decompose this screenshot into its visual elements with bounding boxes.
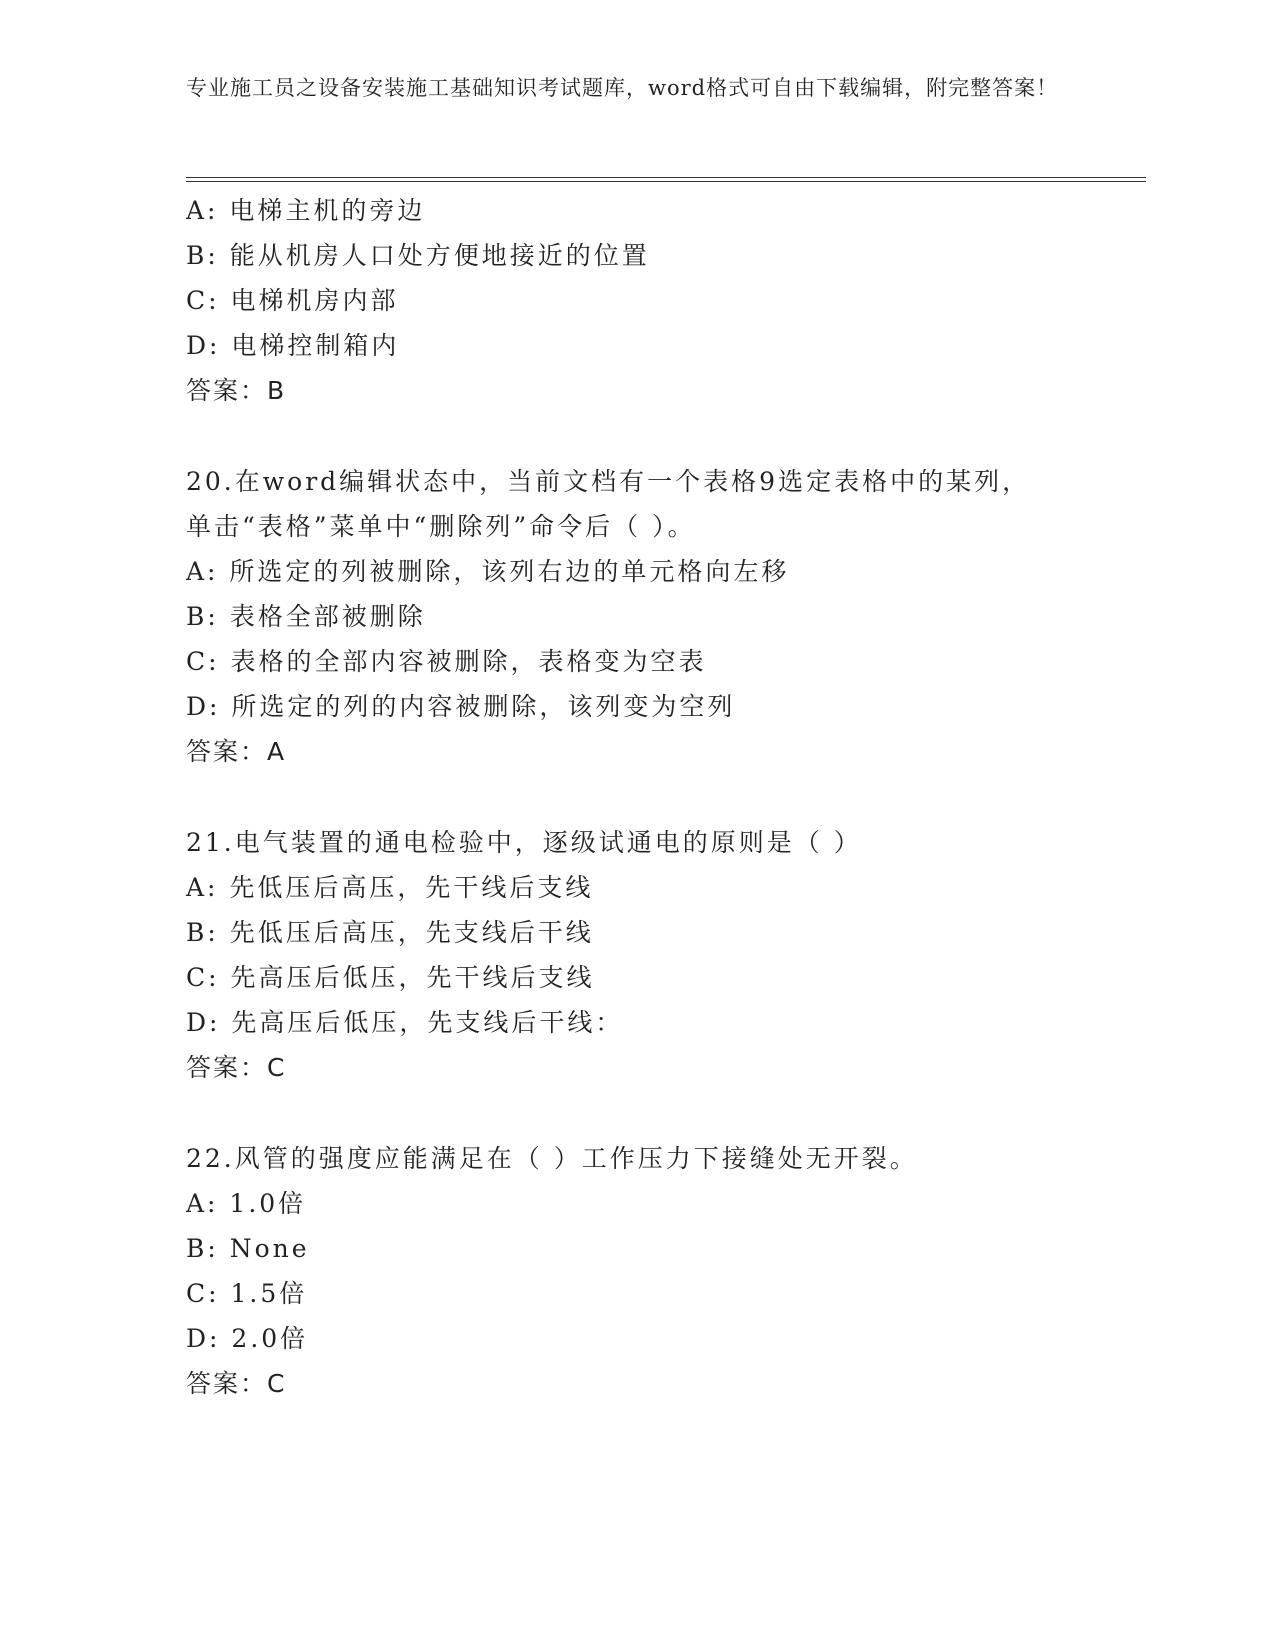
question-22 xyxy=(186,1136,1146,1406)
question-stem: 20.在word编辑状态中，当前文档有一个表格9选定表格中的某列， xyxy=(186,467,1031,496)
answer: 答案：C xyxy=(186,1369,287,1398)
option-c: C: 1.5倍 xyxy=(186,1279,308,1308)
option-a: A: 所选定的列被删除，该列右边的单元格向左移 xyxy=(186,557,790,586)
answer: 答案：A xyxy=(186,737,287,766)
option-c: C: 表格的全部内容被删除，表格变为空表 xyxy=(186,647,707,676)
option-a: A: 先低压后高压，先干线后支线 xyxy=(186,873,594,902)
question-list xyxy=(186,188,1146,1406)
option-a: A: 1.0倍 xyxy=(186,1189,307,1218)
option-d: D: 所选定的列的内容被删除，该列变为空列 xyxy=(186,692,736,721)
option-d: D: 先高压后低压，先支线后干线： xyxy=(186,1008,624,1037)
answer: 答案：B xyxy=(186,376,287,405)
option-c: C: 电梯机房内部 xyxy=(186,286,399,315)
question-stem: 22.风管的强度应能满足在（ ）工作压力下接缝处无开裂。 xyxy=(186,1144,918,1173)
question-stem: 21.电气装置的通电检验中，逐级试通电的原则是（ ） xyxy=(186,828,862,857)
document-header: 专业施工员之设备安装施工基础知识考试题库，word格式可自由下载编辑，附完整答案！ xyxy=(186,76,1059,100)
option-c: C: 先高压后低压，先干线后支线 xyxy=(186,963,595,992)
option-b: B: 先低压后高压，先支线后干线 xyxy=(186,918,594,947)
option-d: D: 电梯控制箱内 xyxy=(186,331,400,360)
question-20 xyxy=(186,459,1146,774)
option-b: B: 表格全部被删除 xyxy=(186,602,426,631)
question-19-remainder xyxy=(186,188,1146,413)
option-a: A: 电梯主机的旁边 xyxy=(186,196,426,225)
document-page xyxy=(186,72,1146,1406)
option-d: D: 2.0倍 xyxy=(186,1324,309,1353)
header-divider xyxy=(186,177,1146,182)
answer: 答案：C xyxy=(186,1053,287,1082)
option-b: B: 能从机房人口处方便地接近的位置 xyxy=(186,241,650,270)
option-b: B: None xyxy=(186,1234,310,1263)
question-21 xyxy=(186,820,1146,1090)
question-stem-continued: 单击“表格”菜单中“删除列”命令后（ ）。 xyxy=(186,512,696,541)
